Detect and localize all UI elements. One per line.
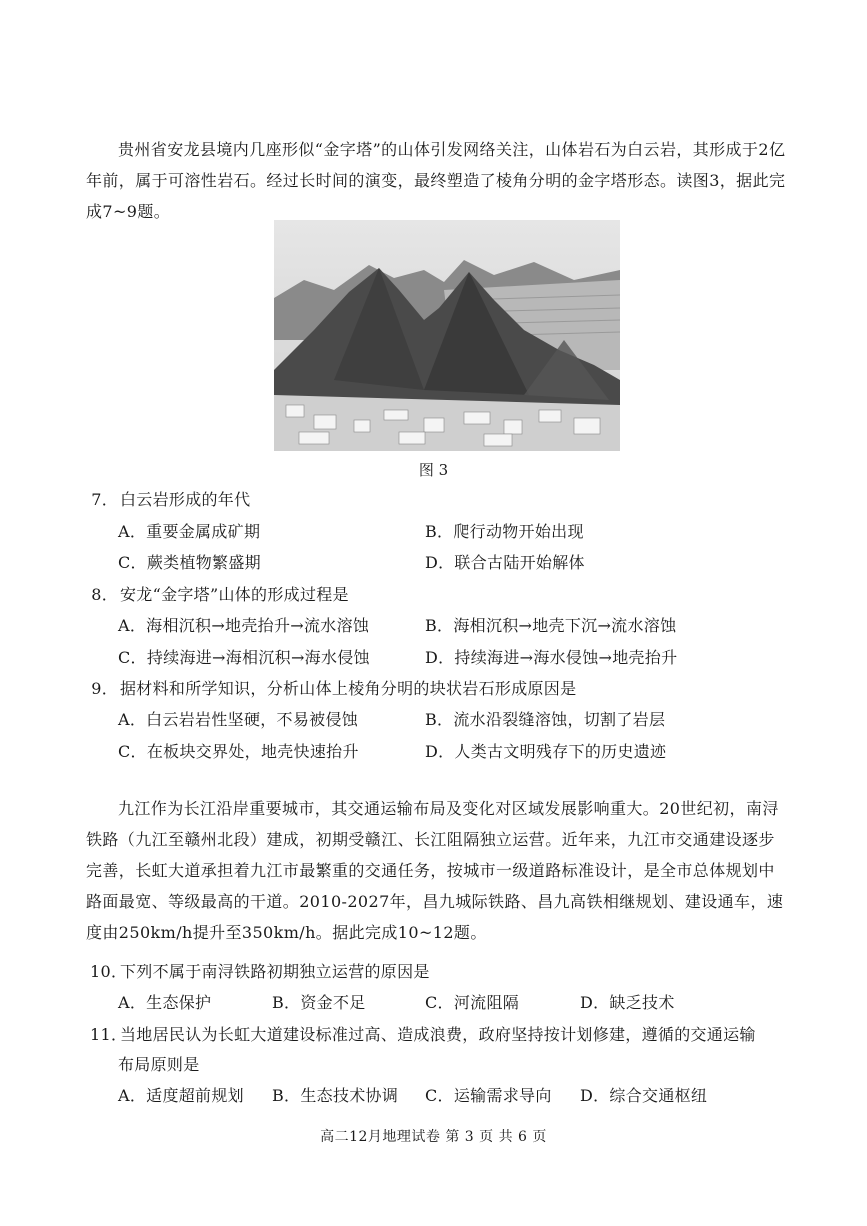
q9-option-b: B．流水沿裂缝溶蚀，切割了岩层	[425, 710, 666, 729]
question-number: 11．	[90, 1025, 128, 1044]
question-stem-line-2: 布局原则是	[118, 1055, 200, 1074]
q7-option-c: C．蕨类植物繁盛期	[118, 553, 261, 572]
figure-3-photo	[274, 220, 620, 451]
q7-option-b: B．爬行动物开始出现	[425, 522, 584, 541]
question-11	[90, 1023, 756, 1047]
question-stem: 白云岩形成的年代	[120, 490, 251, 509]
q10-option-b: B．资金不足	[272, 993, 366, 1012]
q10-option-c: C．河流阻隔	[425, 993, 520, 1012]
q11-option-b: B．生态技术协调	[272, 1086, 399, 1105]
q9-option-c: C．在板块交界处，地壳快速抬升	[118, 742, 359, 761]
page-footer: 高二12月地理试卷 第 3 页 共 6 页	[320, 1129, 547, 1145]
question-9	[90, 677, 576, 701]
question-stem: 据材料和所学知识，分析山体上棱角分明的块状岩石形成原因是	[120, 679, 577, 698]
question-stem-line-1: 当地居民认为长虹大道建设标准过高、造成浪费，政府坚持按计划修建，遵循的交通运输	[120, 1025, 756, 1044]
question-number: 8．	[91, 585, 118, 604]
q11-option-c: C．运输需求导向	[425, 1086, 552, 1105]
question-7	[90, 488, 250, 512]
q10-option-a: A．生态保护	[118, 993, 212, 1012]
q8-option-d: D．持续海进→海水侵蚀→地壳抬升	[425, 648, 678, 667]
passage-2: 九江作为长江沿岸重要城市，其交通运输布局及变化对区域发展影响重大。20世纪初，南浔铁路（九江至赣州北段）建成，初期受赣江、长江阻隔独立运营。近年来，九江市交通建设逐步完善，长虹大道承担着九江市最繁重的交通任务，按城市一级道路标准设计，是全市总体规划中路面最宽、等级最高的干道。2010-2027年，昌九城际铁路、昌九高铁相继规划、建设通车，速度由250km/h提升至350km/h。据此完成10~12题。	[86, 799, 784, 942]
question-number: 10．	[90, 962, 128, 981]
passage-1: 贵州省安龙县境内几座形似“金字塔”的山体引发网络关注，山体岩石为白云岩，其形成于2亿年前，属于可溶性岩石。经过长时间的演变，最终塑造了棱角分明的金字塔形态。读图3，据此完成7~9题。	[86, 140, 786, 221]
q9-option-a: A．白云岩岩性坚硬，不易被侵蚀	[118, 710, 359, 729]
question-number: 7．	[91, 490, 118, 509]
q11-option-a: A．适度超前规划	[118, 1086, 244, 1105]
question-stem: 下列不属于南浔铁路初期独立运营的原因是	[120, 962, 430, 981]
q11-option-d: D．综合交通枢纽	[580, 1086, 708, 1105]
q7-option-d: D．联合古陆开始解体	[425, 553, 585, 572]
figure-caption: 图 3	[418, 461, 449, 479]
question-stem: 安龙“金字塔”山体的形成过程是	[120, 585, 349, 604]
question-number: 9．	[91, 679, 118, 698]
q8-option-a: A．海相沉积→地壳抬升→流水溶蚀	[118, 616, 370, 635]
question-8	[90, 583, 349, 607]
q7-option-a: A．重要金属成矿期	[118, 522, 261, 541]
q8-option-b: B．海相沉积→地壳下沉→流水溶蚀	[425, 616, 677, 635]
q8-option-c: C．持续海进→海相沉积→海水侵蚀	[118, 648, 370, 667]
q9-option-d: D．人类古文明残存下的历史遗迹	[425, 742, 667, 761]
q10-option-d: D．缺乏技术	[580, 993, 675, 1012]
question-10	[90, 960, 430, 984]
